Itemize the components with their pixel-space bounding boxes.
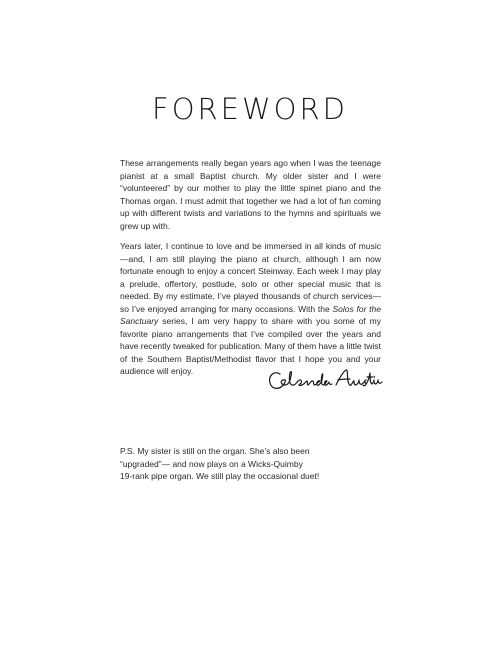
postscript-line-1: P.S. My sister is still on the organ. She’s also been xyxy=(120,446,310,456)
author-signature xyxy=(266,364,384,398)
paragraph-2-text-start: Years later, I continue to love and be immersed in all kinds of music—and, I am still playing the piano at church, although I am now fortunate enough to enjoy a concert Steinway. Each week I may play a prelude, offertory, postlude, solo or other special music that is needed. By my estimate, I’ve played thousands of church services—so I’ve enjoyed arranging for many occasions. With the xyxy=(120,241,381,314)
foreword-paragraph-1: These arrangements really began years ago when I was the teenage pianist at a small Baptist church. My older sister and I were “volunteered” by our mother to play the little spinet piano and the Thomas organ. I must admit that together we had a lot of fun coming up with different twists and variations to the hymns and spirituals we grew up with. xyxy=(120,158,381,231)
postscript xyxy=(120,445,381,483)
foreword-paragraph-2 xyxy=(120,240,381,378)
postscript-line-2: “upgraded”— and now plays on a Wicks-Quimby xyxy=(120,458,303,469)
series-title: Solos for the Sanctuary xyxy=(120,303,381,326)
page-title: FOREWORD xyxy=(152,92,348,126)
postscript-line-3: 19-rank pipe organ. We still play the occasional duet! xyxy=(120,471,320,481)
paragraph-2-text-end: series, I am very happy to share with you some of my favorite piano arrangements that I’ve compiled over the years and have recently tweaked for publication. Many of them have a little twist of the Southern Baptist/Methodist flavor that I hope you and your audience will enjoy. xyxy=(120,316,381,376)
